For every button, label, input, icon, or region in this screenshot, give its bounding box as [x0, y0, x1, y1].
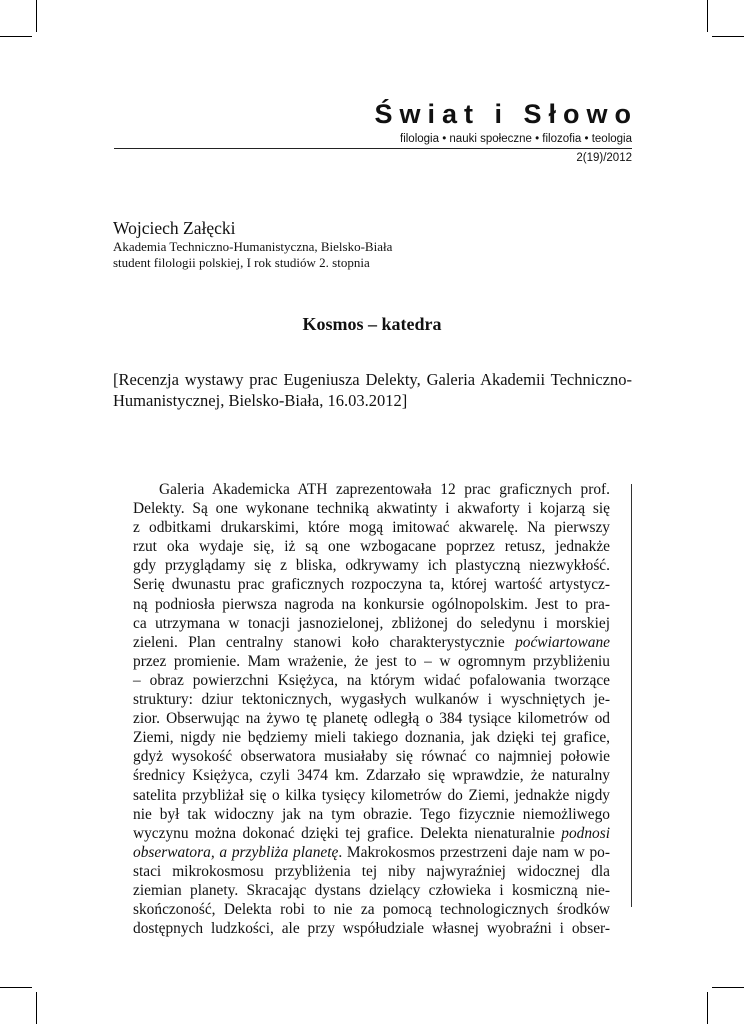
body-line-text: zieleni. Plan centralny stanowi koło charakterystycznie [133, 633, 516, 651]
body-line: rzut oka wydaje się, iż są one wzbogacane poprzez retusz, jednakże [133, 538, 610, 556]
journal-title: Świat i Słowo [374, 99, 638, 129]
body-line: ca utrzymana w tonacji jasnozielonej, zbliżonej do seledynu i morskiej [133, 614, 610, 632]
body-line: struktury: dziur tektonicznych, wygasłych wulkanów i wyschniętych je- [133, 691, 610, 709]
crop-mark [712, 987, 744, 988]
crop-mark [0, 987, 32, 988]
margin-rule [631, 484, 632, 907]
article-body [133, 480, 610, 938]
body-line [133, 824, 610, 843]
crop-mark [712, 36, 744, 37]
body-line-italic: poćwiartowane [515, 633, 610, 651]
body-line: nie był tak widoczny jak na tym obrazie. Tego fizycznie niemożliwego [133, 805, 610, 823]
body-line: Ziemi, nigdy nie będziemy mieli takiego doznania, jak dzięki tej grafice, [133, 729, 610, 747]
body-line [133, 843, 610, 862]
body-line: z odbitkami drukarskimi, które mogą imitować akwarelę. Na pierwszy [133, 519, 610, 537]
body-line: średnicy Księżyca, czyli 3474 km. Zdarzało się wprawdzie, że naturalny [133, 767, 610, 785]
body-line: zior. Obserwując na żywo tę planetę odległą o 384 tysiące kilometrów od [133, 710, 610, 728]
journal-issue: 2(19)/2012 [576, 152, 632, 164]
author-name: Wojciech Załęcki [113, 218, 236, 238]
journal-masthead [364, 98, 638, 146]
body-line: satelita przybliżał się o kilka tysięcy kilometrów do Ziemi, jednakże nigdy [133, 786, 610, 804]
body-line: gdyż wysokość obserwatora musiałaby się równać co najmniej połowie [133, 748, 610, 766]
body-line: staci mikrokosmosu przybliżenia tej niby najwyraźniej widocznej dla [133, 862, 610, 880]
body-line: ną podniosła pierwsza nagroda na konkursie ogólnopolskim. Jest to pra- [133, 595, 610, 613]
article-title: Kosmos – katedra [302, 314, 442, 334]
body-line: – obraz powierzchni Księżyca, na którym widać pofalowania tworzące [133, 671, 610, 689]
journal-subtitle: filologia • nauki społeczne • filozofia • teologia [400, 133, 632, 145]
crop-mark [36, 0, 37, 32]
crop-mark [707, 992, 708, 1024]
crop-mark [36, 992, 37, 1024]
crop-mark [707, 0, 708, 32]
body-line: gdy przyglądamy się z bliska, odkrywamy ich plastyczną niezwykłość. [133, 557, 610, 575]
body-line: Delekty. Są one wykonane techniką akwatinty i akwaforty i kojarzą się [133, 500, 610, 518]
body-line-text: . Makrokosmos przestrzeni daje nam w po- [338, 843, 610, 861]
body-line [133, 633, 610, 652]
body-line: Galeria Akademicka ATH zaprezentowała 12 prac graficznych prof. [159, 481, 610, 498]
body-line-text: wyczynu można dokonać dzięki tej grafice. Delekta nienaturalnie [133, 824, 562, 842]
body-line: Serię dwunastu prac graficznych rozpoczyna ta, której wartość artystycz- [133, 576, 610, 594]
body-line-italic: podnosi [561, 824, 610, 842]
crop-mark [0, 36, 32, 37]
author-block [113, 217, 613, 271]
review-note: [Recenzja wystawy prac Eugeniusza Delekty, Galeria Akademii Techniczno-Humanistycznej, Bielsko-Biała, 16.03.2012] [113, 370, 632, 410]
body-line-italic: obserwatora, a przybliża planetę [133, 843, 339, 861]
masthead-divider [114, 148, 632, 149]
body-line: przez promienie. Mam wrażenie, że jest to – w ogromnym przybliżeniu [133, 652, 610, 670]
author-status: student filologii polskiej, I rok studiów 2. stopnia [113, 255, 370, 270]
body-line: skończoność, Delekta robi to nie za pomocą technologicznych środków [133, 901, 610, 919]
body-line: dostępnych ludzkości, ale przy współudziale własnej wyobraźni i obser- [133, 920, 610, 938]
author-affiliation: Akademia Techniczno-Humanistyczna, Bielsko-Biała [113, 239, 393, 254]
body-line: ziemian planety. Skracając dystans dzielący człowieka i kosmiczną nie- [133, 881, 610, 899]
